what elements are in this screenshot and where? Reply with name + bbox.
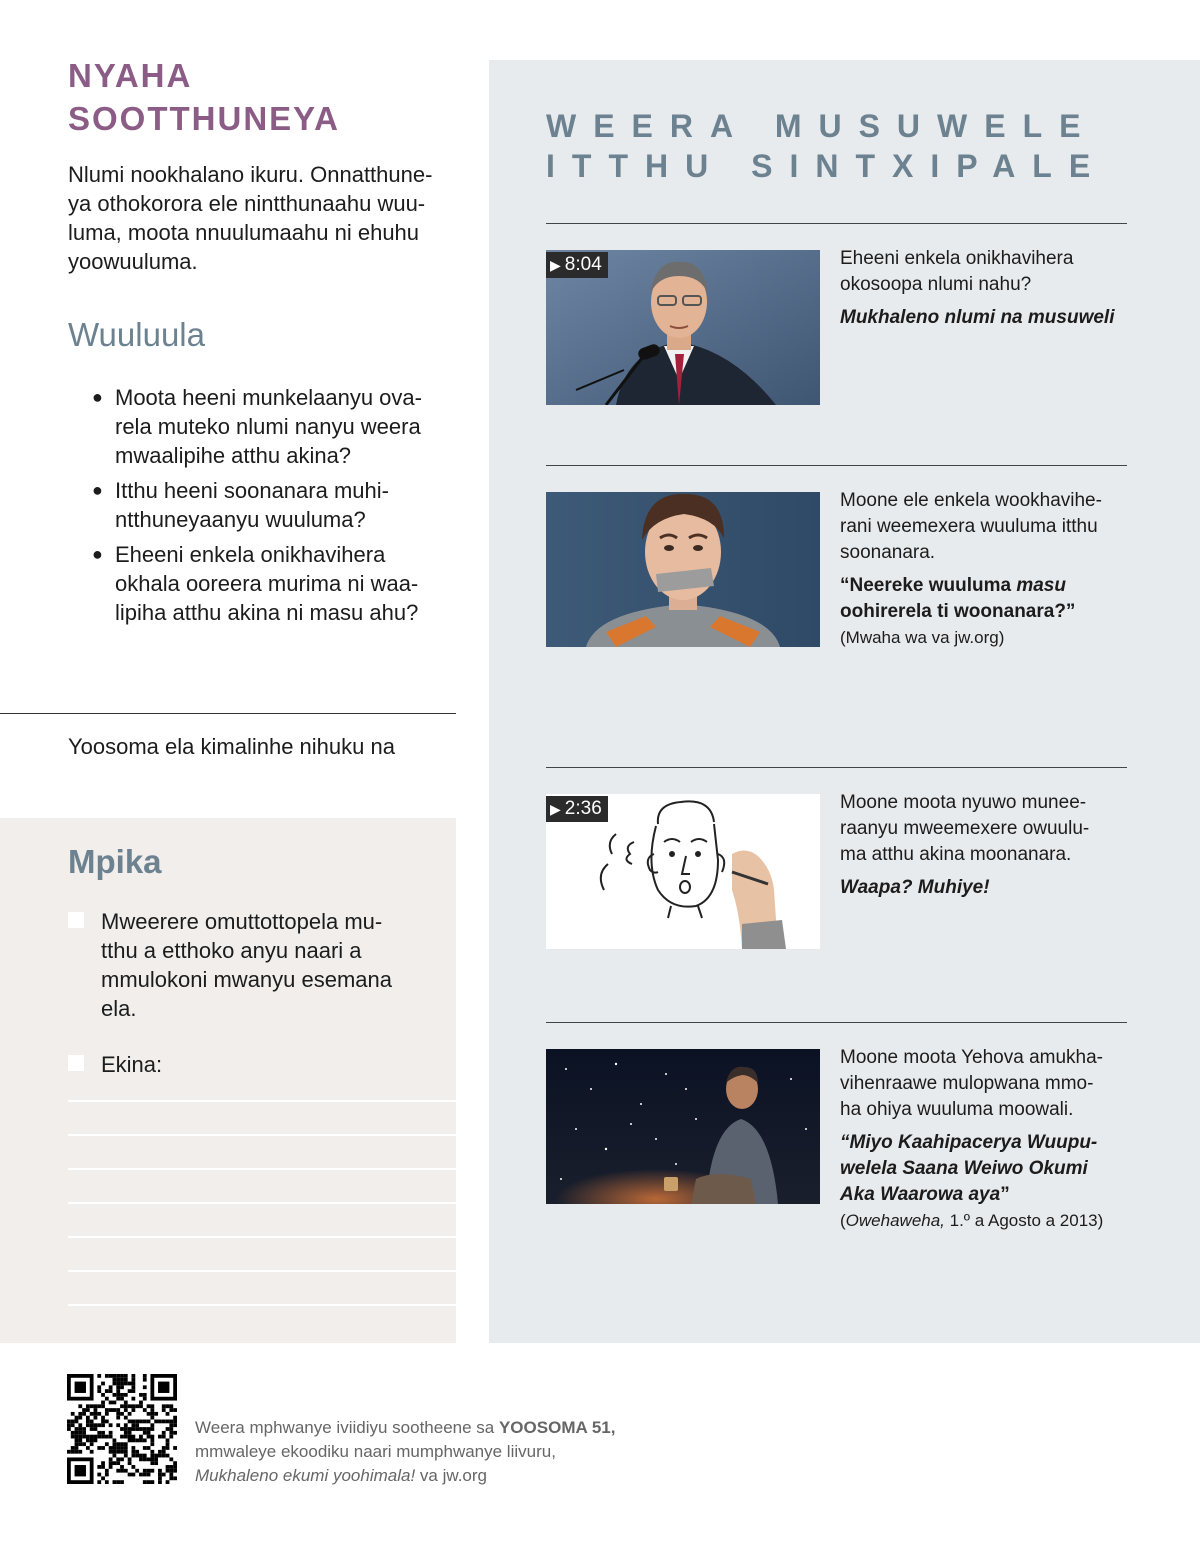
question-line: Itthu heeni soonanara muhi-	[115, 478, 389, 503]
article-title-italic: Aka Waarowa aya	[840, 1184, 1001, 1205]
divider	[546, 1022, 1127, 1023]
goal-item-1	[68, 907, 392, 1023]
bullet-icon: ●	[92, 544, 103, 564]
question-line: okhala ooreera murima ni waa-	[115, 571, 419, 596]
divider	[546, 465, 1127, 466]
desc-line: ha ohiya wuuluma moowali.	[840, 1099, 1074, 1120]
desc-line: soonanara.	[840, 542, 936, 563]
duration-badge	[546, 252, 608, 278]
footer-line-1	[195, 1416, 615, 1440]
question-line: Eheeni enkela onikhavihera	[115, 542, 386, 567]
intro-line: luma, moota nnuulumaahu ni ehuhu	[68, 220, 420, 245]
intro-line: Nlumi nookhalano ikuru. Onnatthune-	[68, 162, 433, 187]
article-title-line[interactable]: welela Saana Weiwo Okumi	[840, 1158, 1088, 1179]
explore-title-line1: WEERA MUSUWELE	[546, 108, 1098, 144]
video-title-link[interactable]: Waapa? Muhiye!	[840, 877, 990, 898]
write-line[interactable]	[68, 1168, 456, 1170]
goal-text-line: ela.	[101, 996, 137, 1021]
review-heading: Wuuluula	[68, 316, 205, 353]
bullet-icon: ●	[92, 387, 103, 407]
video-title-link[interactable]: Mukhaleno nlumi na musuweli	[840, 307, 1115, 328]
review-intro	[68, 160, 458, 276]
article-title-quote: ”	[1000, 1184, 1010, 1205]
divider	[0, 713, 456, 714]
review-title	[68, 54, 448, 140]
intro-line: yoowuuluma.	[68, 249, 198, 274]
explore-item-3-desc	[840, 790, 1130, 901]
footer-lesson-ref: YOOSOMA 51,	[498, 1418, 616, 1437]
write-line[interactable]	[68, 1100, 456, 1102]
desc-line: vihenraawe mulopwana mmo-	[840, 1073, 1094, 1094]
review-question	[92, 540, 452, 627]
question-line: rela muteko nlumi nanyu weera	[115, 414, 421, 439]
review-title-line2: SOOTTHUNEYA	[68, 100, 340, 137]
bullet-icon: ●	[92, 480, 103, 500]
desc-line: Moone moota Yehova amukha-	[840, 1047, 1104, 1068]
desc-line: Eheeni enkela onikhavihera	[840, 248, 1074, 269]
explore-title	[546, 106, 1107, 186]
write-line[interactable]	[68, 1236, 456, 1238]
divider	[546, 767, 1127, 768]
write-line[interactable]	[68, 1270, 456, 1272]
question-line: ntthuneyaanyu wuuluma?	[115, 507, 366, 532]
duration-text: 2:36	[564, 798, 602, 819]
explore-title-line2: ITTHU SINTXIPALE	[546, 148, 1108, 184]
goal-checkbox[interactable]	[68, 1055, 84, 1071]
source-note	[840, 1208, 1130, 1234]
intro-line: ya othokorora ele nintthunaahu wuu-	[68, 191, 426, 216]
duration-text: 8:04	[564, 254, 602, 275]
play-icon: ▶	[550, 801, 561, 817]
desc-line: ma atthu akina moonanara.	[840, 844, 1072, 865]
article-thumbnail-boy[interactable]	[546, 492, 820, 647]
desc-line: Moone ele enkela wookhavihe-	[840, 490, 1102, 511]
footer-text	[195, 1416, 615, 1488]
article-title-link[interactable]: “Miyo Kaahipacerya Wuupu-	[840, 1132, 1098, 1153]
explore-item-2-desc	[840, 488, 1130, 651]
review-question	[92, 383, 452, 470]
write-line[interactable]	[68, 1304, 456, 1306]
desc-line: rani weemexera wuuluma itthu	[840, 516, 1098, 537]
explore-item-4-desc	[840, 1045, 1130, 1234]
footer-text-part: Weera mphwanye iviidiyu sootheene sa	[195, 1418, 499, 1437]
goal-checkbox[interactable]	[68, 912, 84, 928]
review-title-line1: NYAHA	[68, 57, 193, 94]
goal-text-line: mmulokoni mwanyu esemana	[101, 967, 393, 992]
video-thumbnail-whiteboard[interactable]	[546, 794, 820, 949]
duration-badge	[546, 796, 608, 822]
source-date: 1.º a Agosto a 2013)	[944, 1211, 1104, 1230]
question-line: mwaalipihe atthu akina?	[115, 443, 352, 468]
review-question	[92, 476, 452, 534]
completion-date-label: Yoosoma ela kimalinhe nihuku na	[68, 734, 395, 759]
article-title-line2[interactable]: oohirerela ti woonanara?”	[840, 601, 1076, 622]
qr-code-icon[interactable]	[67, 1374, 177, 1484]
goal-text-line: Ekina:	[101, 1052, 163, 1077]
divider	[546, 223, 1127, 224]
desc-line: okosoopa nlumi nahu?	[840, 274, 1032, 295]
footer-site[interactable]: va jw.org	[415, 1466, 487, 1485]
goal-item-2	[68, 1050, 162, 1079]
article-thumbnail-campfire[interactable]	[546, 1049, 820, 1204]
article-title-italic: masu	[1016, 575, 1066, 596]
article-title-part: “Neereke wuuluma	[840, 575, 1017, 596]
explore-item-1-desc	[840, 246, 1130, 331]
goal-heading: Mpika	[68, 843, 162, 880]
desc-line: Moone moota nyuwo munee-	[840, 792, 1087, 813]
article-title-link[interactable]	[840, 573, 1130, 599]
goal-text-line: Mweerere omuttottopela mu-	[101, 909, 383, 934]
write-line[interactable]	[68, 1202, 456, 1204]
boy-with-taped-mouth-photo-icon	[546, 492, 820, 647]
footer-line-2: mmwaleye ekoodiku naari mumphwanye liivuru,	[195, 1442, 556, 1461]
source-note: (Mwaha wa va jw.org)	[840, 628, 1005, 647]
article-title-line[interactable]	[840, 1182, 1130, 1208]
review-question-list	[92, 383, 452, 633]
play-icon: ▶	[550, 257, 561, 273]
footer-line-3	[195, 1464, 615, 1488]
question-line: lipiha atthu akina ni masu ahu?	[115, 600, 419, 625]
video-thumbnail-speaker[interactable]	[546, 250, 820, 405]
goal-text-line: tthu a etthoko anyu naari a	[101, 938, 362, 963]
source-paren: (	[840, 1211, 846, 1230]
question-line: Moota heeni munkelaanyu ova-	[115, 385, 422, 410]
footer-book-title[interactable]: Mukhaleno ekumi yoohimala!	[195, 1466, 416, 1485]
source-publication: Owehaweha,	[845, 1211, 945, 1230]
man-by-campfire-under-stars-photo-icon	[546, 1049, 820, 1204]
write-line[interactable]	[68, 1134, 456, 1136]
desc-line: raanyu mweemexere owuulu-	[840, 818, 1090, 839]
goal-box	[0, 818, 456, 1343]
